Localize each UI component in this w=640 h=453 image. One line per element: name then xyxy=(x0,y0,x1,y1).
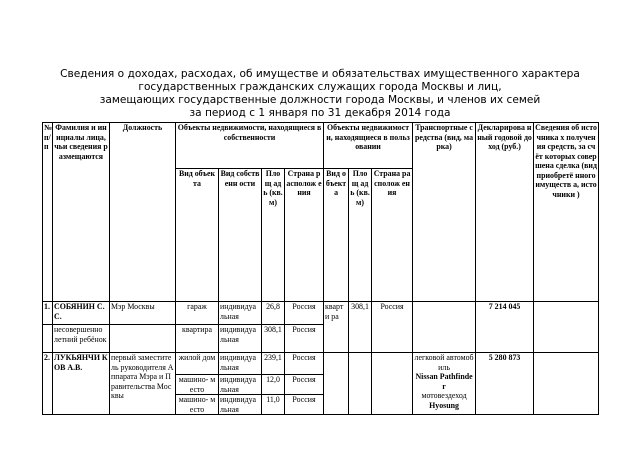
used-type: кварти ра xyxy=(324,302,349,353)
person-name: несовершенно летний ребёнок xyxy=(53,325,110,353)
used-country: Россия xyxy=(372,302,413,353)
table-row xyxy=(43,353,599,375)
transport-2-type: мотовездеход xyxy=(421,391,467,400)
row-number: 1. xyxy=(43,302,53,325)
owned-type: гараж xyxy=(176,302,219,325)
used-type xyxy=(324,353,349,415)
used-country xyxy=(372,353,413,415)
owned-country: Россия xyxy=(285,353,324,375)
person-name: ЛУКЬЯНЧИ КОВ А.В. xyxy=(53,353,110,415)
header-position: Должность xyxy=(110,123,176,302)
header-name: Фамилия и инициалы лица, чьи сведения размещаются xyxy=(53,123,110,302)
owned-area: 11,0 xyxy=(262,395,285,415)
header-owned-country: Страна располож ения xyxy=(285,169,324,302)
header-used-area: Площ адь (кв. м) xyxy=(349,169,372,302)
transport-1-brand: Nissan Pathfinder xyxy=(415,372,473,391)
person-position: первый заместитель руководителя Аппарата Мэра и Правительства Москвы xyxy=(110,353,176,415)
header-used-country: Страна располож ения xyxy=(372,169,413,302)
declared-income: 5 280 873 xyxy=(476,353,534,415)
sources xyxy=(534,302,599,353)
header-owned-area: Площ адь (кв. м) xyxy=(262,169,285,302)
owned-area: 239,1 xyxy=(262,353,285,375)
header-owned-property: Объекты недвижимости, находящиеся в собственности xyxy=(176,123,324,169)
transport-2-brand: Hyosung xyxy=(429,400,459,410)
owned-kind: индивидуа льная xyxy=(219,353,262,375)
owned-country: Россия xyxy=(285,302,324,325)
row-number: 2. xyxy=(43,353,53,415)
used-area xyxy=(349,353,372,415)
owned-type: машино- место xyxy=(176,375,219,395)
owned-kind: индивидуа льная xyxy=(219,395,262,415)
title-line-1: Сведения о доходах, расходах, об имуществе и обязательствах имущественного характера xyxy=(60,68,580,80)
header-used-property: Объекты недвижимости, находящиеся в пользовании xyxy=(324,123,413,169)
owned-country: Россия xyxy=(285,395,324,415)
header-number: № п/ п xyxy=(43,123,53,302)
person-position: Мэр Москвы xyxy=(110,302,176,325)
used-area: 308,1 xyxy=(349,302,372,353)
person-position xyxy=(110,325,176,353)
owned-kind: индивидуа льная xyxy=(219,375,262,395)
sources xyxy=(534,353,599,415)
title-line-3: замещающих государственные должности города Москвы, и членов их семей xyxy=(99,94,541,107)
header-transport: Транспортные средства (вид, марка) xyxy=(413,123,476,302)
owned-kind: индивидуа льная xyxy=(219,302,262,325)
owned-country: Россия xyxy=(285,325,324,353)
declared-income: 7 214 045 xyxy=(476,302,534,353)
owned-country: Россия xyxy=(285,375,324,395)
header-sources: Сведения об источника х получения средств, за счёт которых совершена сделка (вид приобретё нного имуществ а, источники ) xyxy=(534,123,599,302)
table-row xyxy=(43,302,599,325)
header-used-type: Вид объект а xyxy=(324,169,349,302)
document-title xyxy=(0,68,640,120)
row-number xyxy=(43,325,53,353)
owned-area: 308,1 xyxy=(262,325,285,353)
header-owned-type: Вид объекта xyxy=(176,169,219,302)
title-line-2: государственных гражданских служащих города Москвы и лиц, xyxy=(138,81,502,94)
transport xyxy=(413,353,476,415)
declarations-table xyxy=(42,122,599,415)
person-name: СОБЯНИН С.С. xyxy=(53,302,110,325)
header-owned-kind: Вид собственн ости xyxy=(219,169,262,302)
owned-type: машино- место xyxy=(176,395,219,415)
transport-1-type: легковой автомобиль xyxy=(414,353,474,372)
header-income: Декларирова нный годовой доход (руб.) xyxy=(476,123,534,302)
title-line-4: за период с 1 января по 31 декабря 2014 года xyxy=(189,107,451,120)
owned-type: жилой дом xyxy=(176,353,219,375)
owned-kind: индивидуа льная xyxy=(219,325,262,353)
owned-area: 12,0 xyxy=(262,375,285,395)
owned-type: квартира xyxy=(176,325,219,353)
owned-area: 26,8 xyxy=(262,302,285,325)
transport xyxy=(413,302,476,353)
